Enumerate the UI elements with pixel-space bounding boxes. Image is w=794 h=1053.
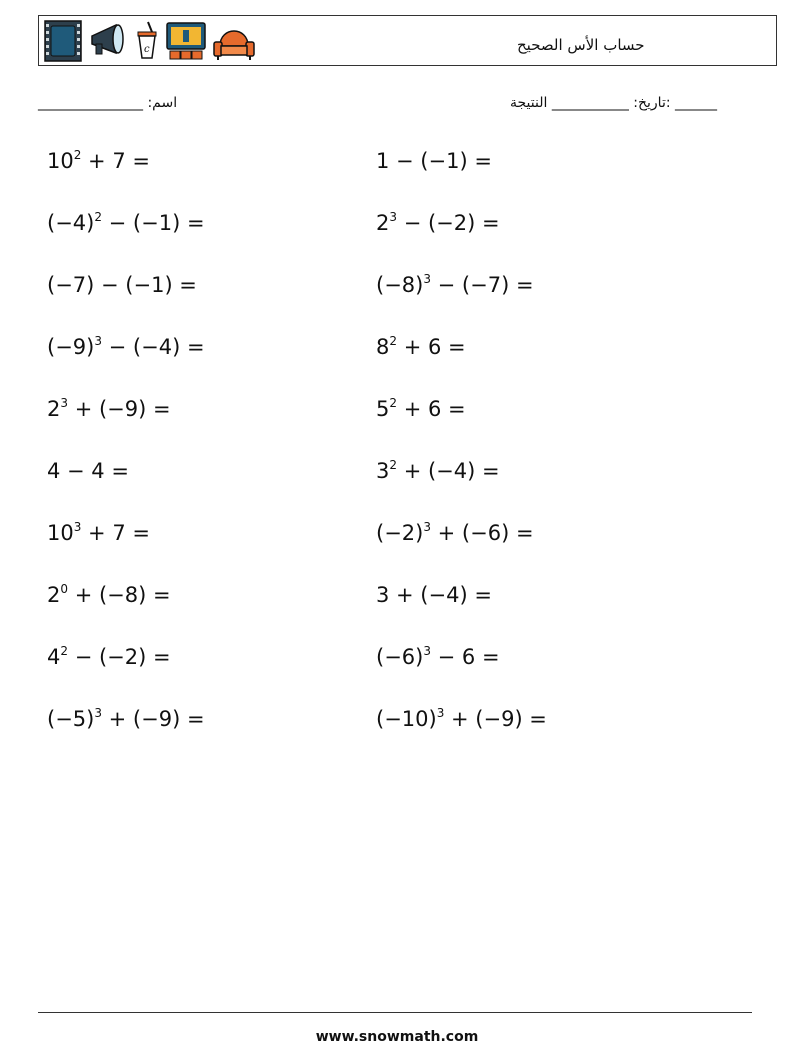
problem-right-1 (376, 149, 492, 173)
tv-icon (166, 20, 206, 62)
page-title: حساب الأس الصحيح (517, 36, 645, 54)
footer-divider (38, 1012, 752, 1013)
problem-exponent: 3 (60, 396, 69, 410)
problem-right-8 (376, 583, 492, 607)
problem-exponent: 3 (423, 272, 431, 286)
date-score-field: ______ :تاريخ: ___________ النتيجة (510, 95, 718, 111)
problem-rest: − 6 = (430, 645, 500, 669)
problem-left-4 (47, 335, 205, 359)
problem-rest: + (−8) = (68, 583, 171, 607)
problem-exponent: 2 (389, 334, 398, 348)
problem-left-9 (47, 645, 171, 669)
problem-base: 3 + (−4) = (376, 583, 492, 607)
footer-url: www.snowmath.com (315, 1029, 479, 1045)
problem-base: 5 (376, 397, 390, 421)
problem-exponent: 3 (94, 334, 102, 348)
problem-exponent: 2 (389, 458, 398, 472)
problem-left-3 (47, 273, 197, 297)
problem-base: (−6) (376, 645, 424, 669)
problem-base: 3 (376, 459, 390, 483)
problem-exponent: 2 (73, 148, 82, 162)
problem-exponent: 3 (423, 520, 431, 534)
problem-right-7 (376, 521, 534, 545)
megaphone-icon (88, 20, 128, 62)
problem-right-2 (376, 211, 500, 235)
problem-left-7 (47, 521, 150, 545)
problem-rest: + (−9) = (444, 707, 547, 731)
problem-exponent: 3 (73, 520, 82, 534)
problem-exponent: 2 (94, 210, 102, 224)
svg-text:c: c (144, 44, 150, 55)
problem-base: (−9) (47, 335, 95, 359)
problem-right-9 (376, 645, 500, 669)
problem-rest: − (−4) = (101, 335, 205, 359)
drink-cup-icon (134, 20, 160, 62)
problem-left-1 (47, 149, 150, 173)
problem-base: 10 (47, 149, 74, 173)
problem-left-2 (47, 211, 205, 235)
problem-right-3 (376, 273, 534, 297)
problem-base: (−4) (47, 211, 95, 235)
problem-exponent: 3 (436, 706, 445, 720)
problem-rest: + (−4) = (397, 459, 500, 483)
problem-base: 8 (376, 335, 390, 359)
problem-right-6 (376, 459, 500, 483)
problem-rest: − (−1) = (101, 211, 205, 235)
problem-right-4 (376, 335, 466, 359)
film-strip-icon (44, 20, 82, 62)
armchair-icon (212, 20, 256, 62)
header-icons (44, 19, 256, 63)
problem-rest: + (−6) = (430, 521, 534, 545)
problem-base: (−10) (376, 707, 437, 731)
problem-rest: + 6 = (397, 335, 466, 359)
problem-left-5 (47, 397, 171, 421)
problem-exponent: 3 (389, 210, 398, 224)
problem-base: (−2) (376, 521, 424, 545)
problem-exponent: 0 (60, 582, 69, 596)
problem-base: (−8) (376, 273, 424, 297)
problem-base: 10 (47, 521, 74, 545)
problem-rest: − (−2) = (397, 211, 500, 235)
problem-left-10 (47, 707, 205, 731)
header-box (38, 15, 777, 66)
problem-right-5 (376, 397, 466, 421)
problem-rest: + (−9) = (101, 707, 205, 731)
problem-base: 1 − (−1) = (376, 149, 492, 173)
problem-base: (−5) (47, 707, 95, 731)
problem-base: (−7) − (−1) = (47, 273, 197, 297)
problem-rest: + 6 = (397, 397, 466, 421)
name-field: اسم: _______________ (38, 95, 178, 111)
problem-base: 2 (376, 211, 390, 235)
problem-right-10 (376, 707, 547, 731)
problem-rest: − (−2) = (68, 645, 171, 669)
problem-base: 2 (47, 397, 61, 421)
problem-exponent: 2 (60, 644, 69, 658)
problem-rest: + 7 = (81, 149, 150, 173)
problem-rest: + 7 = (81, 521, 150, 545)
problem-exponent: 2 (389, 396, 398, 410)
problem-rest: + (−9) = (68, 397, 171, 421)
problem-exponent: 3 (94, 706, 102, 720)
problem-left-8 (47, 583, 171, 607)
problem-base: 2 (47, 583, 61, 607)
problem-rest: − (−7) = (430, 273, 534, 297)
problem-base: 4 (47, 645, 61, 669)
problem-base: 4 − 4 = (47, 459, 129, 483)
problem-exponent: 3 (423, 644, 431, 658)
problem-left-6 (47, 459, 129, 483)
